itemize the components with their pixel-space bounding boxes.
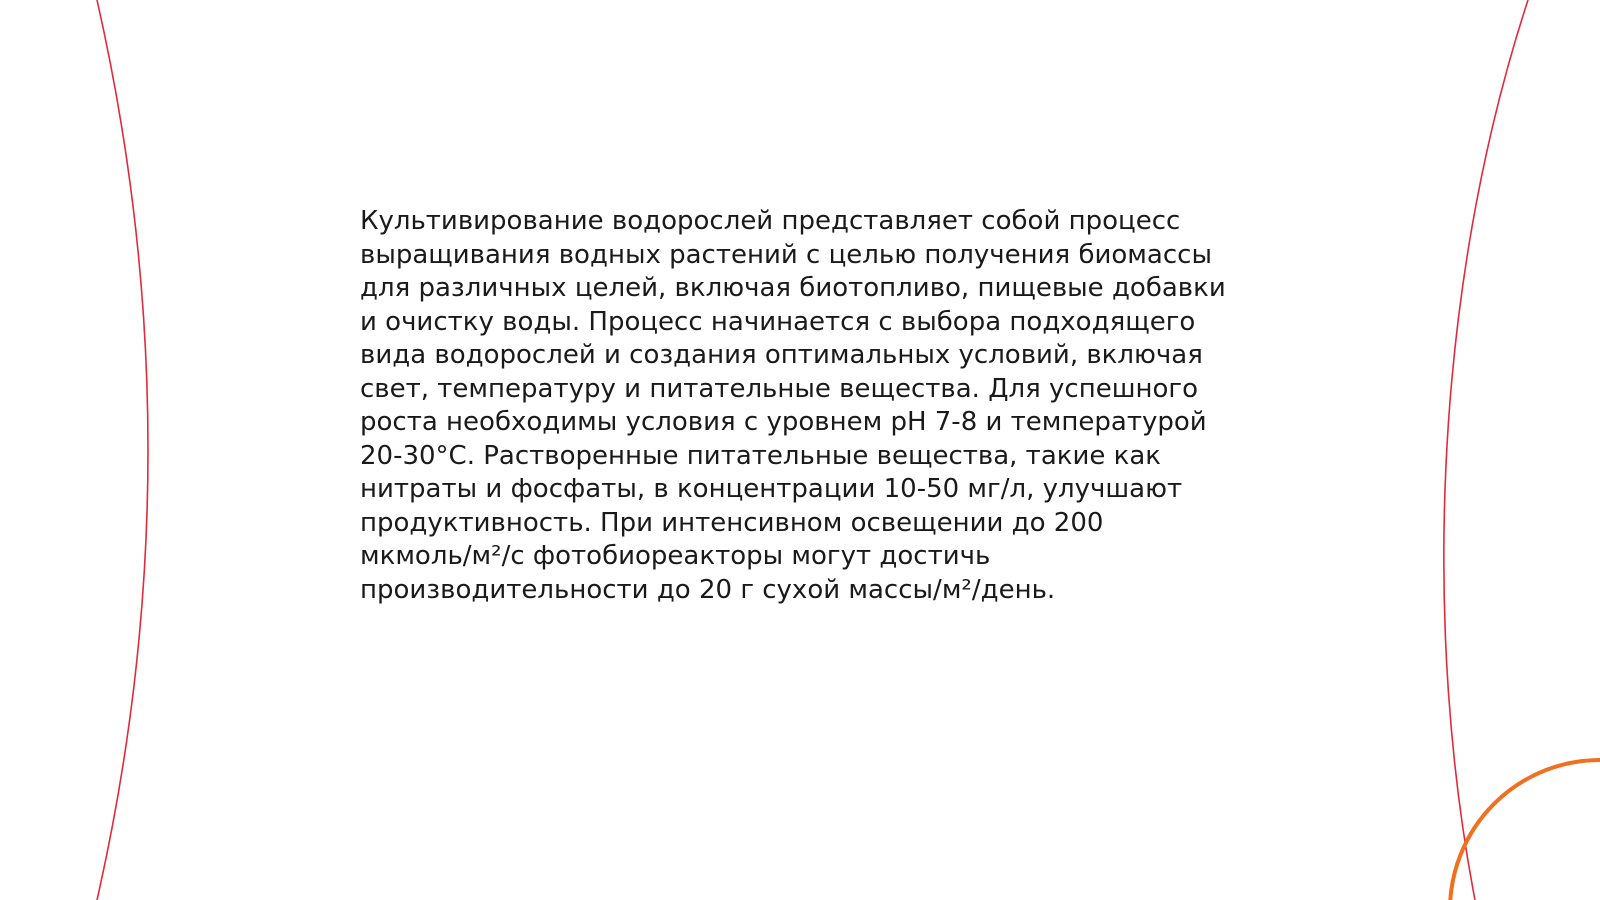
paragraph-line: роста необходимы условия с уровнем pH 7-8 и температурой	[360, 407, 1207, 437]
paragraph-line: Культивирование водорослей представляет собой процесс	[360, 206, 1181, 236]
orange-circle-decoration	[1450, 760, 1600, 900]
body-paragraph	[360, 205, 1240, 607]
paragraph-line: вида водорослей и создания оптимальных условий, включая	[360, 340, 1203, 370]
right-arc-decoration	[1444, 0, 1528, 900]
paragraph-line: мкмоль/м²/с фотобиореакторы могут достичь	[360, 541, 991, 571]
paragraph-line: выращивания водных растений с целью получения биомассы	[360, 239, 1212, 270]
paragraph-line: для различных целей, включая биотопливо, пищевые добавки	[360, 273, 1226, 303]
paragraph-line: 20-30°C. Растворенные питательные вещества, такие как	[360, 440, 1161, 471]
paragraph-line: свет, температуру и питательные вещества. Для успешного	[360, 373, 1198, 404]
paragraph-line: и очистку воды. Процесс начинается с выбора подходящего	[360, 306, 1196, 337]
paragraph-line: нитраты и фосфаты, в концентрации 10-50 мг/л, улучшают	[360, 474, 1183, 504]
paragraph-line: производительности до 20 г сухой массы/м²/день.	[360, 574, 1056, 605]
left-arc-decoration	[97, 0, 148, 900]
paragraph-line: продуктивность. При интенсивном освещении до 200	[360, 507, 1104, 538]
